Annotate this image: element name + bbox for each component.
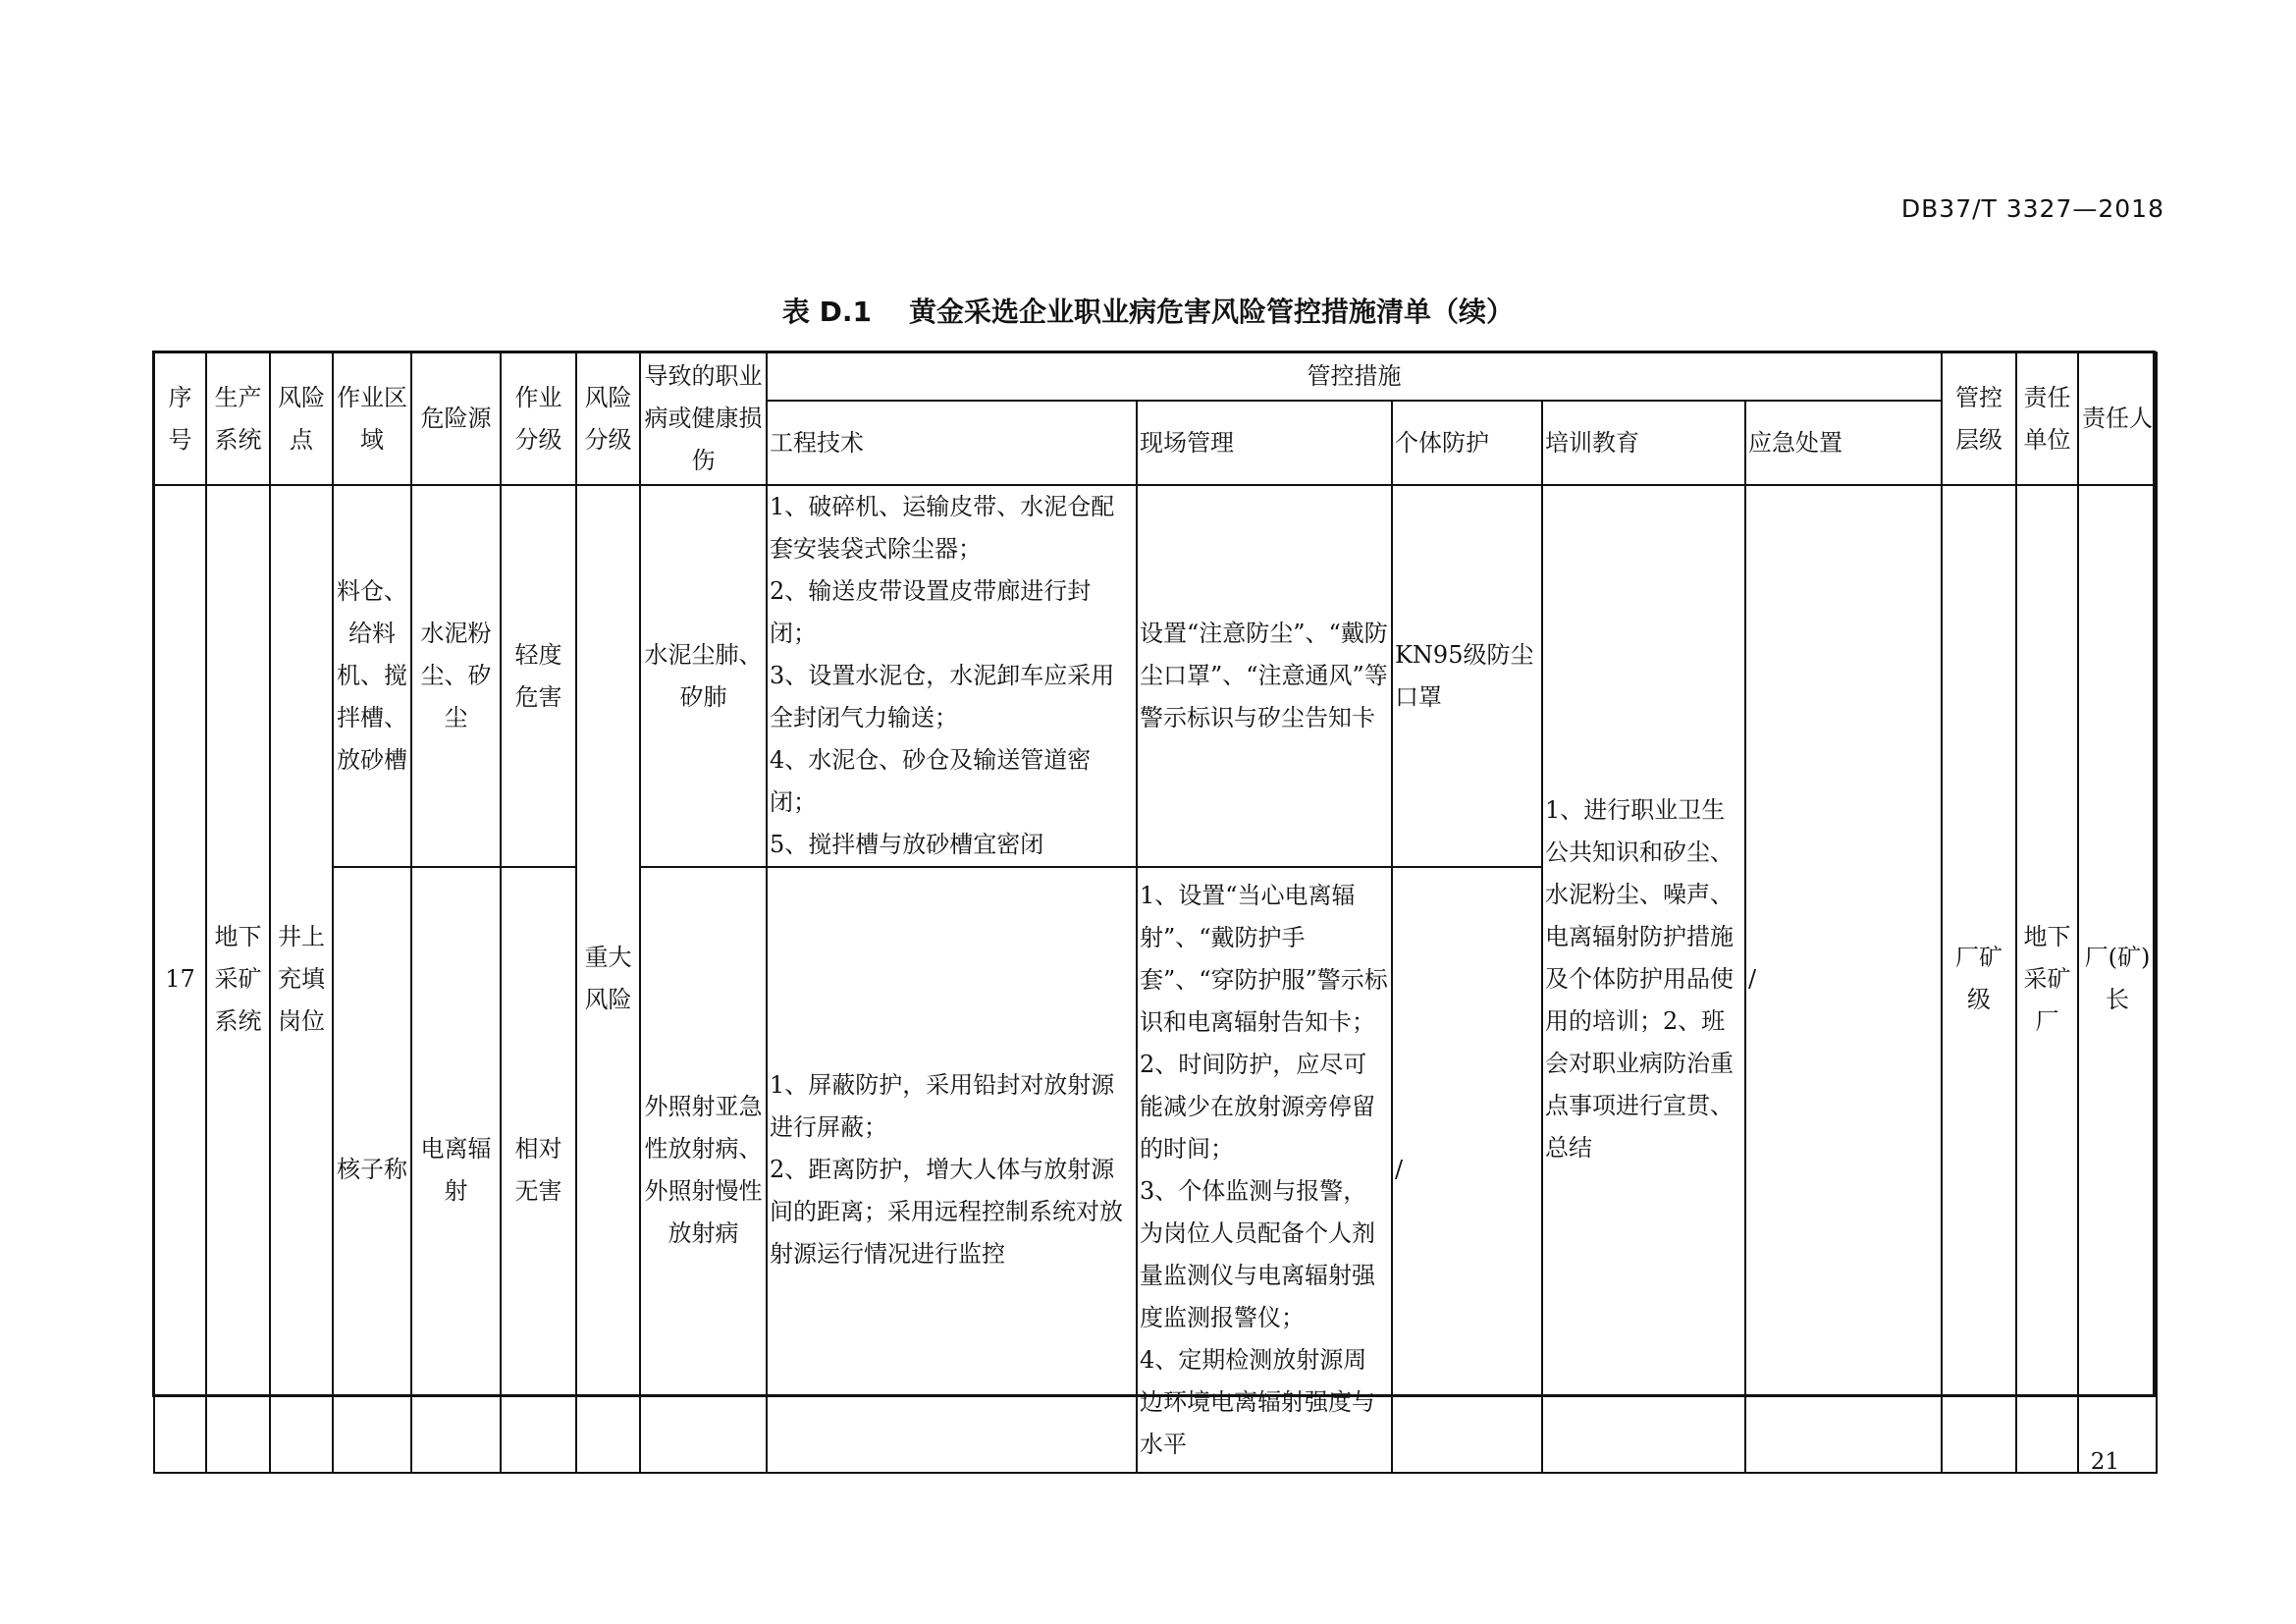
engineering-item: 4、水泥仓、砂仓及输送管道密闭； — [770, 746, 1092, 816]
page-number: 21 — [2090, 1449, 2119, 1475]
header-row-top — [154, 352, 2157, 401]
header-resp-person: 责任人 — [2078, 352, 2157, 485]
cell-resp-unit: 地下采矿厂 — [2016, 485, 2078, 1473]
document-code: DB37/T 3327—2018 — [1900, 194, 2164, 223]
header-risk-grade: 风险分级 — [576, 352, 640, 485]
site-mgmt-item: 1、设置“当心电离辐射”、“戴防护手套”、“穿防护服”警示标识和电离辐射告知卡； — [1140, 881, 1388, 1036]
site-mgmt-item: 设置“注意防尘”、“戴防尘口罩”、“注意通风”等警示标识与矽尘告知卡 — [1140, 620, 1388, 731]
table-caption: 黄金采选企业职业病危害风险管控措施清单（续） — [909, 296, 1515, 328]
engineering-item: 1、破碎机、运输皮带、水泥仓配套安装袋式除尘器； — [770, 493, 1115, 563]
header-measures: 管控措施 — [767, 352, 1942, 401]
cell-hazard: 水泥粉尘、矽尘 — [411, 485, 501, 867]
cell-work-area: 核子称 — [333, 867, 411, 1473]
cell-engineering — [767, 867, 1137, 1473]
cell-work-grade: 轻度危害 — [501, 485, 576, 867]
header-seq: 序号 — [154, 352, 206, 485]
header-emergency: 应急处置 — [1745, 401, 1942, 485]
header-work-grade: 作业分级 — [501, 352, 576, 485]
header-hazard: 危险源 — [411, 352, 501, 485]
header-site-mgmt: 现场管理 — [1137, 401, 1392, 485]
cell-system: 地下采矿系统 — [206, 485, 270, 1473]
header-work-area: 作业区域 — [333, 352, 411, 485]
cell-resp-person: 厂(矿)长 — [2078, 485, 2157, 1473]
header-resp-unit: 责任单位 — [2016, 352, 2078, 485]
cell-ppe: / — [1392, 867, 1542, 1473]
header-engineering: 工程技术 — [767, 401, 1137, 485]
cell-risk-grade: 重大风险 — [576, 485, 640, 1473]
engineering-item: 5、搅拌槽与放砂槽宜密闭 — [770, 831, 1044, 858]
engineering-item: 3、设置水泥仓，水泥卸车应采用全封闭气力输送； — [770, 662, 1115, 731]
table-row — [154, 485, 2157, 867]
header-ppe: 个体防护 — [1392, 401, 1542, 485]
cell-ppe: KN95级防尘口罩 — [1392, 485, 1542, 867]
header-risk-point: 风险点 — [270, 352, 333, 485]
cell-disease: 水泥尘肺、矽肺 — [640, 485, 767, 867]
table-number: 表 D.1 — [781, 296, 873, 328]
header-training: 培训教育 — [1542, 401, 1745, 485]
table-title — [0, 291, 2296, 330]
site-mgmt-item: 2、时间防护，应尽可能减少在放射源旁停留的时间； — [1140, 1050, 1375, 1163]
site-mgmt-item: 3、个体监测与报警，为岗位人员配备个人剂量监测仪与电离辐射强度监测报警仪； — [1140, 1176, 1375, 1331]
header-control-level: 管控层级 — [1942, 352, 2016, 485]
risk-control-table — [153, 352, 2158, 1474]
cell-disease: 外照射亚急性放射病、外照射慢性放射病 — [640, 867, 767, 1473]
engineering-item: 2、距离防护，增大人体与放射源间的距离；采用远程控制系统对放射源运行情况进行监控 — [770, 1156, 1123, 1268]
cell-work-area: 料仓、给料机、搅拌槽、放砂槽 — [333, 485, 411, 867]
cell-engineering — [767, 485, 1137, 867]
cell-site-mgmt — [1137, 867, 1392, 1473]
cell-seq: 17 — [154, 485, 206, 1473]
cell-work-grade: 相对无害 — [501, 867, 576, 1473]
cell-risk-point: 井上充填岗位 — [270, 485, 333, 1473]
cell-hazard: 电离辐射 — [411, 867, 501, 1473]
site-mgmt-item: 4、定期检测放射源周边环境电离辐射强度与水平 — [1140, 1345, 1375, 1458]
cell-site-mgmt — [1137, 485, 1392, 867]
engineering-item: 2、输送皮带设置皮带廊进行封闭； — [770, 577, 1092, 647]
engineering-item: 1、屏蔽防护，采用铅封对放射源进行屏蔽； — [770, 1071, 1115, 1141]
cell-emergency: / — [1745, 485, 1942, 1473]
header-disease: 导致的职业病或健康损伤 — [640, 352, 767, 485]
cell-control-level: 厂矿级 — [1942, 485, 2016, 1473]
header-system: 生产系统 — [206, 352, 270, 485]
cell-training: 1、进行职业卫生公共知识和矽尘、水泥粉尘、噪声、电离辐射防护措施及个体防护用品使用的培训；2、班会对职业病防治重点事项进行宣贯、总结 — [1542, 485, 1745, 1473]
